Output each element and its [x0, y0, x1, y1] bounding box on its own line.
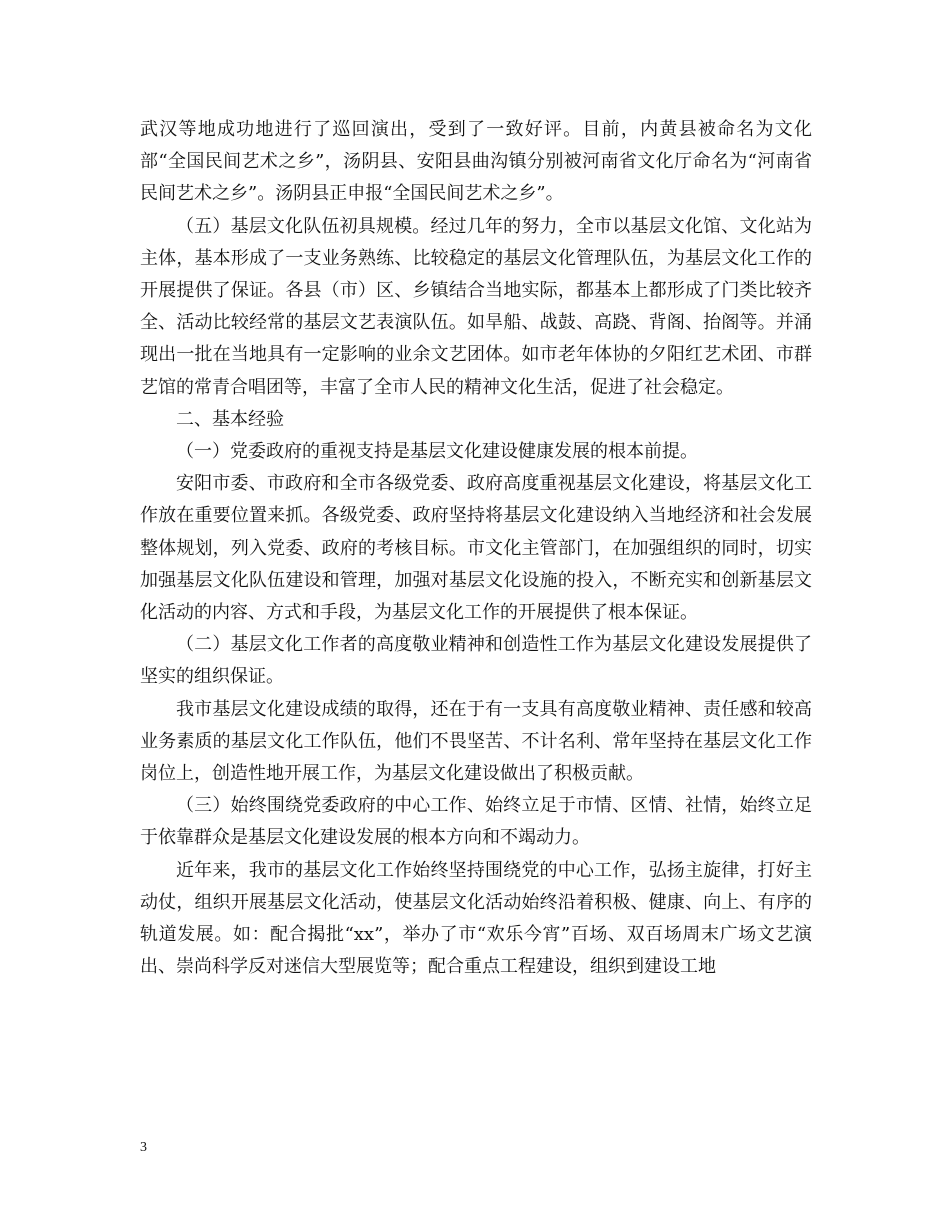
paragraph-workers: 我市基层文化建设成绩的取得，还在于有一支具有高度敬业精神、责任感和较高业务素质的基层文化工作队伍，他们不畏坚苦、不计名利、常年坚持在基层文化工作岗位上，创造性地开展工作，为基层文化建设做出了积极贡献。	[140, 698, 812, 785]
document-body	[140, 114, 812, 983]
heading-basic-experience: 二、基本经验	[176, 408, 284, 430]
paragraph-recent-years: 近年来，我市的基层文化工作始终坚持围绕党的中心工作，弘扬主旋律，打好主动仗，组织开展基层文化活动，使基层文化活动始终沿着积极、健康、向上、有序的轨道发展。如：配合揭批“xx”，举办了市“欢乐今宵”百场、双百场周末广场文艺演出、崇尚科学反对迷信大型展览等；配合重点工程建设，组织到建设工地	[140, 859, 812, 978]
subheading-one: （一）党委政府的重视支持是基层文化建设健康发展的根本前提。	[176, 441, 698, 463]
paragraph-section-five: （五）基层文化队伍初具规模。经过几年的努力，全市以基层文化馆、文化站为主体，基本形成了一支业务熟练、比较稳定的基层文化管理队伍，为基层文化工作的开展提供了保证。各县（市）区、乡镇结合当地实际，都基本上都形成了门类比较齐全、活动比较经常的基层文艺表演队伍。如旱船、战鼓、高跷、背阁、抬阁等。并涌现出一批在当地具有一定影响的业余文艺团体。如市老年体协的夕阳红艺术团、市群艺馆的常青合唱团等，丰富了全市人民的精神文化生活，促进了社会稳定。	[140, 215, 812, 398]
subheading-two: （二）基层文化工作者的高度敬业精神和创造性工作为基层文化建设发展提供了坚实的组织保证。	[140, 634, 812, 688]
paragraph-continuation: 武汉等地成功地进行了巡回演出，受到了一致好评。目前，内黄县被命名为文化部“全国民间艺术之乡”，汤阴县、安阳县曲沟镇分别被河南省文化厅命名为“河南省民间艺术之乡”。汤阴县正申报“全国民间艺术之乡”。	[140, 119, 812, 205]
page-number: 3	[140, 1140, 147, 1155]
paragraph-party-support: 安阳市委、市政府和全市各级党委、政府高度重视基层文化建设，将基层文化工作放在重要位置来抓。各级党委、政府坚持将基层文化建设纳入当地经济和社会发展整体规划，列入党委、政府的考核目标。市文化主管部门，在加强组织的同时，切实加强基层文化队伍建设和管理，加强对基层文化设施的投入，不断充实和创新基层文化活动的内容、方式和手段，为基层文化工作的开展提供了根本保证。	[140, 473, 812, 624]
subheading-three: （三）始终围绕党委政府的中心工作、始终立足于市情、区情、社情，始终立足于依靠群众是基层文化建设发展的根本方向和不竭动力。	[140, 795, 812, 849]
